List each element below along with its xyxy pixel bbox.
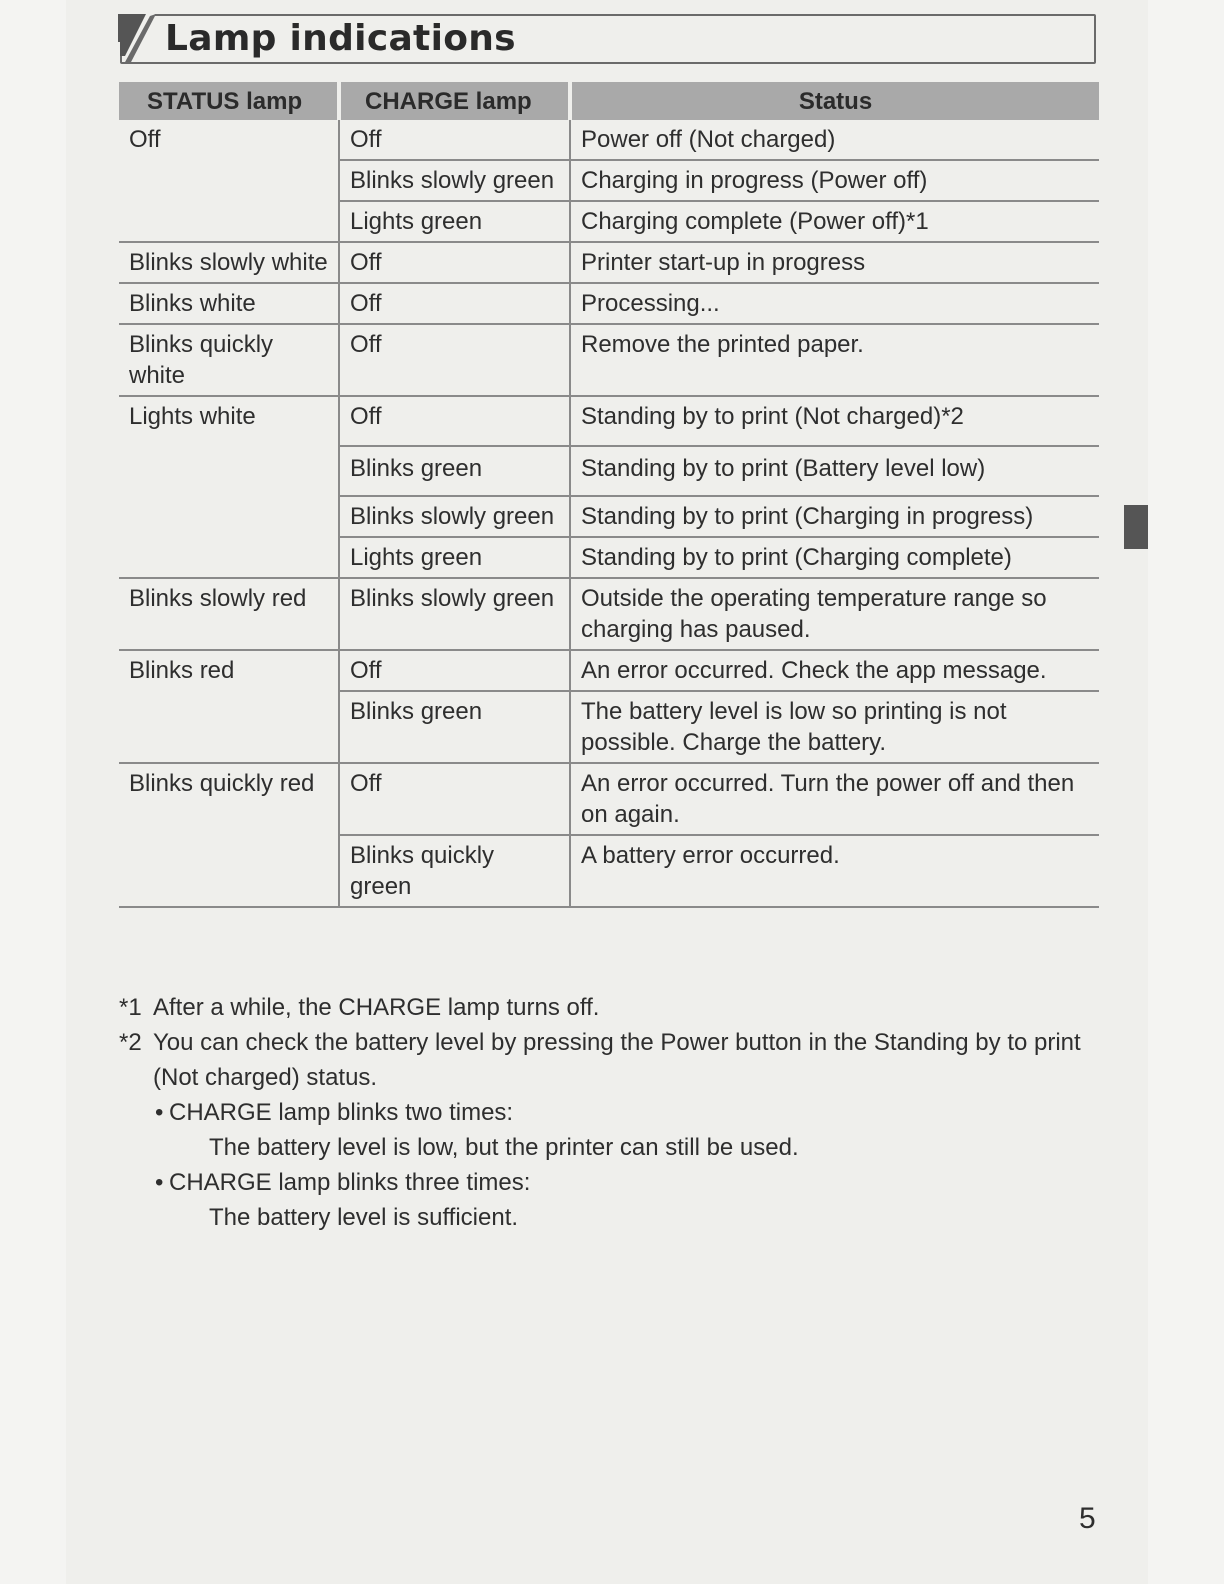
status-cell: Standing by to print (Not charged)*2: [570, 396, 1099, 446]
charge-lamp-cell: Off: [339, 242, 570, 283]
charge-lamp-cell: Blinks slowly green: [339, 160, 570, 201]
charge-lamp-cell: Off: [339, 650, 570, 691]
charge-lamp-cell: Blinks green: [339, 446, 570, 496]
status-lamp-cell: Blinks quickly red: [119, 763, 339, 907]
footnote-2: [119, 1025, 1109, 1095]
bullet-detail: The battery level is sufficient.: [209, 1204, 519, 1231]
status-cell: Standing by to print (Charging complete): [570, 537, 1099, 578]
table-row: [119, 120, 1099, 160]
lamp-indications-table: [119, 82, 1099, 908]
status-cell: Charging complete (Power off)*1: [570, 201, 1099, 242]
footnote-text: You can check the battery level by pressing the Power button in the Standing by to print (Not charged) status.: [153, 1029, 1081, 1091]
charge-lamp-cell: Lights green: [339, 201, 570, 242]
status-cell: Outside the operating temperature range so charging has paused.: [570, 578, 1099, 650]
status-cell: Power off (Not charged): [570, 120, 1099, 160]
table-row: [119, 242, 1099, 283]
chapter-tab-marker: [1124, 505, 1148, 549]
charge-lamp-cell: Off: [339, 763, 570, 835]
charge-lamp-cell: Off: [339, 396, 570, 446]
table-row: [119, 283, 1099, 324]
bullet-dot-icon: •: [155, 1169, 164, 1196]
status-lamp-cell: Blinks slowly red: [119, 578, 339, 650]
status-cell: Standing by to print (Battery level low): [570, 446, 1099, 496]
charge-lamp-cell: Blinks slowly green: [339, 496, 570, 537]
footnotes: [119, 990, 1109, 1235]
status-lamp-cell: Blinks white: [119, 283, 339, 324]
footnote-mark: *1: [119, 994, 142, 1021]
charge-lamp-cell: Lights green: [339, 537, 570, 578]
footnote-bullet: [119, 1165, 1109, 1200]
footnote-bullet: [119, 1095, 1109, 1130]
status-lamp-cell: Blinks red: [119, 650, 339, 763]
status-cell: Remove the printed paper.: [570, 324, 1099, 396]
status-cell: An error occurred. Check the app message.: [570, 650, 1099, 691]
bullet-detail: The battery level is low, but the printer can still be used.: [209, 1134, 799, 1161]
status-cell: Printer start-up in progress: [570, 242, 1099, 283]
status-lamp-cell: Blinks slowly white: [119, 242, 339, 283]
charge-lamp-cell: Off: [339, 283, 570, 324]
status-cell: An error occurred. Turn the power off and then on again.: [570, 763, 1099, 835]
bullet-label: CHARGE lamp blinks two times:: [169, 1099, 514, 1126]
footnote-mark: *2: [119, 1029, 142, 1056]
section-corner-icon: [116, 12, 160, 66]
charge-lamp-cell: Off: [339, 120, 570, 160]
charge-lamp-cell: Blinks slowly green: [339, 578, 570, 650]
table-row: [119, 763, 1099, 835]
status-lamp-cell: Blinks quickly white: [119, 324, 339, 396]
status-cell: Processing...: [570, 283, 1099, 324]
status-lamp-cell: Off: [119, 120, 339, 242]
bullet-label: CHARGE lamp blinks three times:: [169, 1169, 531, 1196]
table-row: [119, 396, 1099, 446]
charge-lamp-cell: Blinks green: [339, 691, 570, 763]
bullet-dot-icon: •: [155, 1099, 164, 1126]
status-cell: Charging in progress (Power off): [570, 160, 1099, 201]
header-charge-lamp: CHARGE lamp: [339, 82, 570, 120]
page-number: 5: [1079, 1502, 1096, 1535]
status-cell: The battery level is low so printing is not possible. Charge the battery.: [570, 691, 1099, 763]
table-row: [119, 324, 1099, 396]
status-cell: Standing by to print (Charging in progress): [570, 496, 1099, 537]
footnote-text: After a while, the CHARGE lamp turns off.: [153, 994, 600, 1021]
header-status: Status: [570, 82, 1099, 120]
footnote-1: [119, 990, 1109, 1025]
status-cell: A battery error occurred.: [570, 835, 1099, 907]
charge-lamp-cell: Blinks quickly green: [339, 835, 570, 907]
section-title: Lamp indications: [165, 18, 516, 59]
charge-lamp-cell: Off: [339, 324, 570, 396]
status-lamp-cell: Lights white: [119, 396, 339, 578]
table-row: [119, 578, 1099, 650]
table-header-row: [119, 82, 1099, 120]
header-status-lamp: STATUS lamp: [119, 82, 339, 120]
table-row: [119, 650, 1099, 691]
